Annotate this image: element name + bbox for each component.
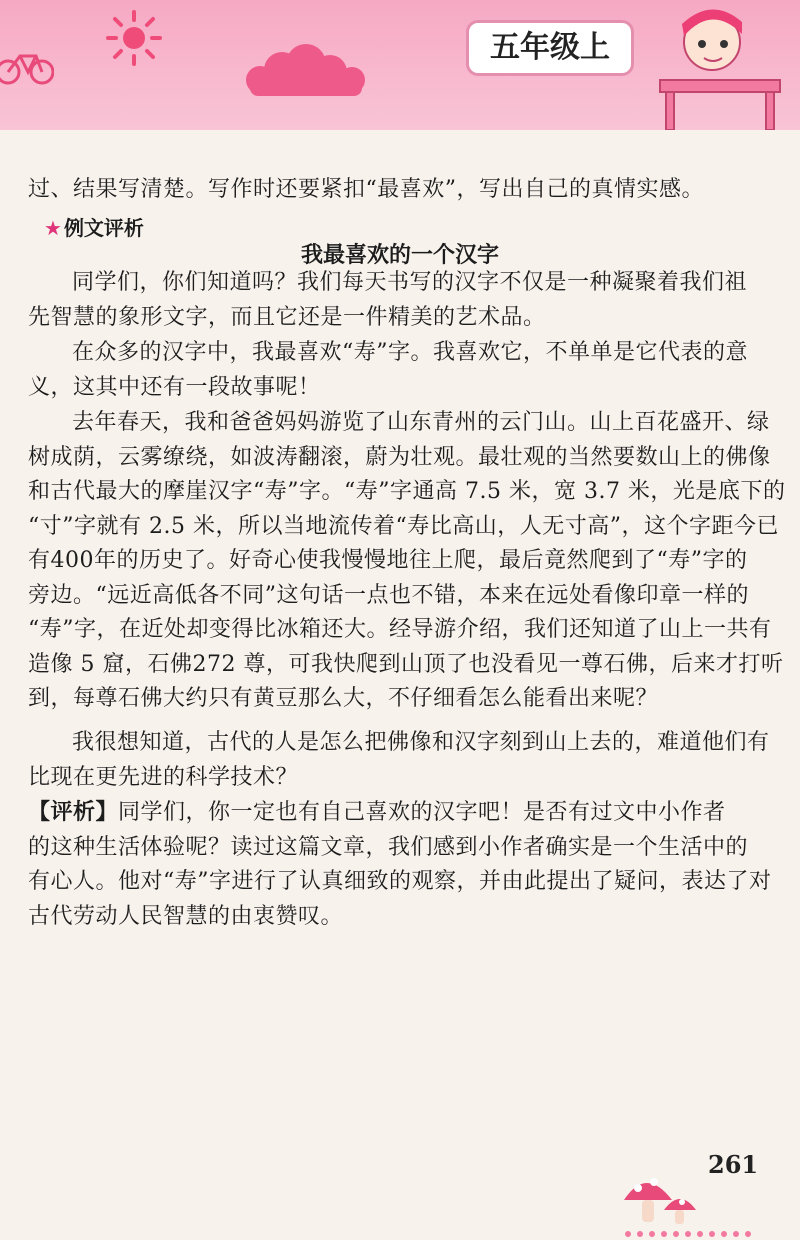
cloud-decoration-icon xyxy=(240,38,370,98)
text-line: 旁边。“远近高低各不同”这句话一点也不错，本来在远处看像印章一样的 xyxy=(28,582,749,608)
text-line: 有心人。他对“寿”字进行了认真细致的观察，并由此提出了疑问，表达了对 xyxy=(28,869,772,894)
text-line: “寿”字，在近处却变得比冰箱还大。经导游介绍，我们还知道了山上一共有 xyxy=(28,617,772,642)
review-label: 【评析】 xyxy=(28,800,119,825)
section-heading xyxy=(44,212,144,241)
text-line: 我很想知道，古代的人是怎么把佛像和汉字刻到山上去的，难道他们有 xyxy=(72,730,770,755)
text-line: 树成荫，云雾缭绕，如波涛翻滚，蔚为壮观。最壮观的当然要数山上的佛像 xyxy=(28,444,771,470)
bicycle-icon xyxy=(0,38,54,88)
essay-paragraph-3 xyxy=(28,406,786,717)
text-line: “寸”字就有 2.5 米，所以当地流传着“寿比高山，人无寸高”，这个字距今已 xyxy=(28,513,779,539)
grade-label-box: 五年级上 xyxy=(466,20,634,76)
page-number: 261 xyxy=(708,1150,759,1179)
text-line: 到，每尊石佛大约只有黄豆那么大，不仔细看怎么能看出来呢？ xyxy=(28,686,659,711)
essay-paragraph-4 xyxy=(28,726,770,795)
text-line: 的这种生活体验呢？读过这篇文章，我们感到小作者确实是一个生活中的 xyxy=(28,834,749,860)
text-line: 同学们，你们知道吗？我们每天书写的汉字不仅是一种凝聚着我们祖 xyxy=(72,270,748,295)
text-line: 先智慧的象形文字，而且它还是一件精美的艺术品。 xyxy=(28,304,546,330)
text-line: 和古代最大的摩崖汉字“寿”字。“寿”字通高 7.5 米，宽 3.7 米，光是底下的 xyxy=(28,479,786,504)
sun-icon xyxy=(104,8,164,68)
text-line: 去年春天，我和爸爸妈妈游览了山东青州的云门山。山上百花盛开、绿 xyxy=(72,410,770,435)
text-line: 造像 5 窟，石佛272 尊，可我快爬到山顶了也没看见一尊石佛，后来才打听 xyxy=(28,651,784,677)
essay-paragraph-2 xyxy=(28,336,758,405)
text-line: 有400年的历史了。好奇心使我慢慢地往上爬，最后竟然爬到了“寿”字的 xyxy=(28,548,748,573)
text-line: 义，这其中还有一段故事呢！ xyxy=(28,374,321,400)
star-icon: ★ xyxy=(44,216,62,240)
page-header xyxy=(0,0,800,130)
girl-at-desk-illustration xyxy=(640,0,800,130)
text-line: 比现在更先进的科学技术？ xyxy=(28,764,299,790)
text-line: 同学们，你一定也有自己喜欢的汉字吧！是否有过文中小作者 xyxy=(118,800,726,825)
text-line: 古代劳动人民智慧的由衷赞叹。 xyxy=(28,903,344,929)
review-paragraph xyxy=(28,796,772,934)
section-title: 例文评析 xyxy=(63,216,144,240)
essay-paragraph-1 xyxy=(28,266,758,335)
essay-title: 我最喜欢的一个汉字 xyxy=(300,243,499,268)
intro-line: 过、结果写清楚。写作时还要紧扣“最喜欢”，写出自己的真情实感。 xyxy=(28,177,704,202)
text-line: 在众多的汉字中，我最喜欢“寿”字。我喜欢它，不单单是它代表的意 xyxy=(72,340,748,365)
